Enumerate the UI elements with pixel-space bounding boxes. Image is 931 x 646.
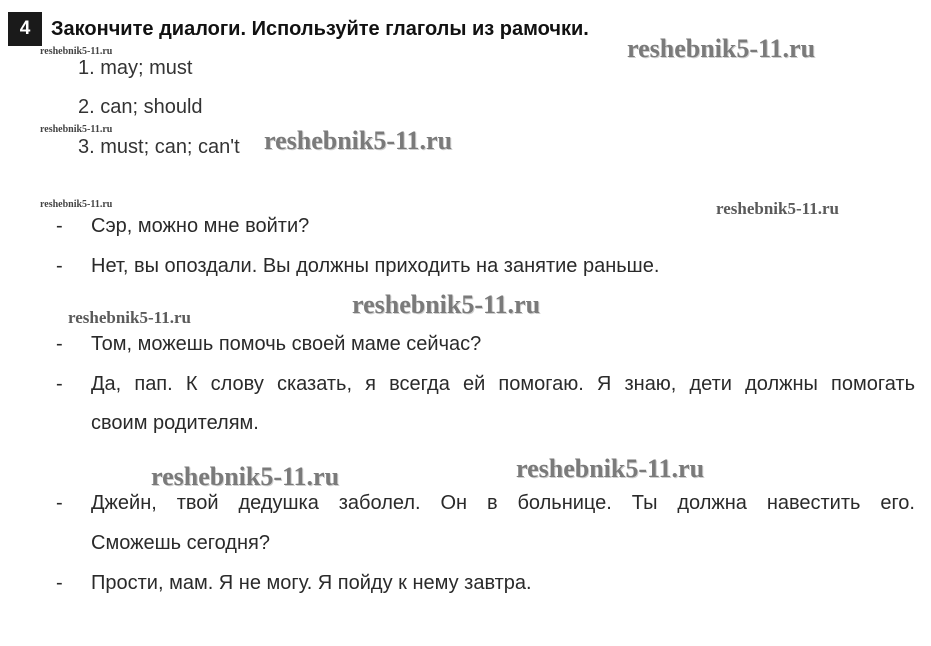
- answer-2: 2. can; should: [78, 96, 203, 118]
- watermark: reshebnik5-11.ru: [352, 290, 541, 319]
- watermark: reshebnik5-11.ru: [264, 126, 453, 155]
- dialogue-line: Прости, мам. Я не могу. Я пойду к нему завтра.: [91, 572, 532, 594]
- dialogue-dash: -: [56, 215, 63, 237]
- dialogue-line: Да, пап. К слову сказать, я всегда ей помогаю. Я знаю, дети должны помогать: [91, 373, 915, 395]
- watermark: reshebnik5-11.ru: [151, 462, 340, 491]
- watermark: reshebnik5-11.ru: [516, 454, 705, 483]
- answer-3: 3. must; can; can't: [78, 136, 240, 158]
- task-header: [8, 12, 589, 46]
- watermark: reshebnik5-11.ru: [627, 34, 816, 63]
- dialogue-dash: -: [56, 373, 63, 395]
- dialogue-dash: -: [56, 255, 63, 277]
- watermark: reshebnik5-11.ru: [68, 308, 191, 327]
- dialogue-dash: -: [56, 333, 63, 355]
- dialogue-line-continued: своим родителям.: [91, 412, 259, 434]
- dialogue-dash: -: [56, 492, 63, 514]
- dialogue-line: Нет, вы опоздали. Вы должны приходить на занятие раньше.: [91, 255, 660, 277]
- watermark: reshebnik5-11.ru: [716, 199, 839, 218]
- dialogue-line: Джейн, твой дедушка заболел. Он в больнице. Ты должна навестить его.: [91, 492, 915, 514]
- dialogue-line: Сэр, можно мне войти?: [91, 215, 310, 237]
- dialogue-line-continued: Сможешь сегодня?: [91, 532, 270, 554]
- watermark: reshebnik5-11.ru: [40, 199, 113, 210]
- dialogue-dash: -: [56, 572, 63, 594]
- task-number-badge: 4: [8, 12, 42, 46]
- task-title: Закончите диалоги. Используйте глаголы из рамочки.: [51, 17, 589, 40]
- watermark: reshebnik5-11.ru: [40, 124, 113, 135]
- answer-1: 1. may; must: [78, 57, 193, 79]
- dialogue-line: Том, можешь помочь своей маме сейчас?: [91, 333, 482, 355]
- watermark: reshebnik5-11.ru: [40, 46, 113, 57]
